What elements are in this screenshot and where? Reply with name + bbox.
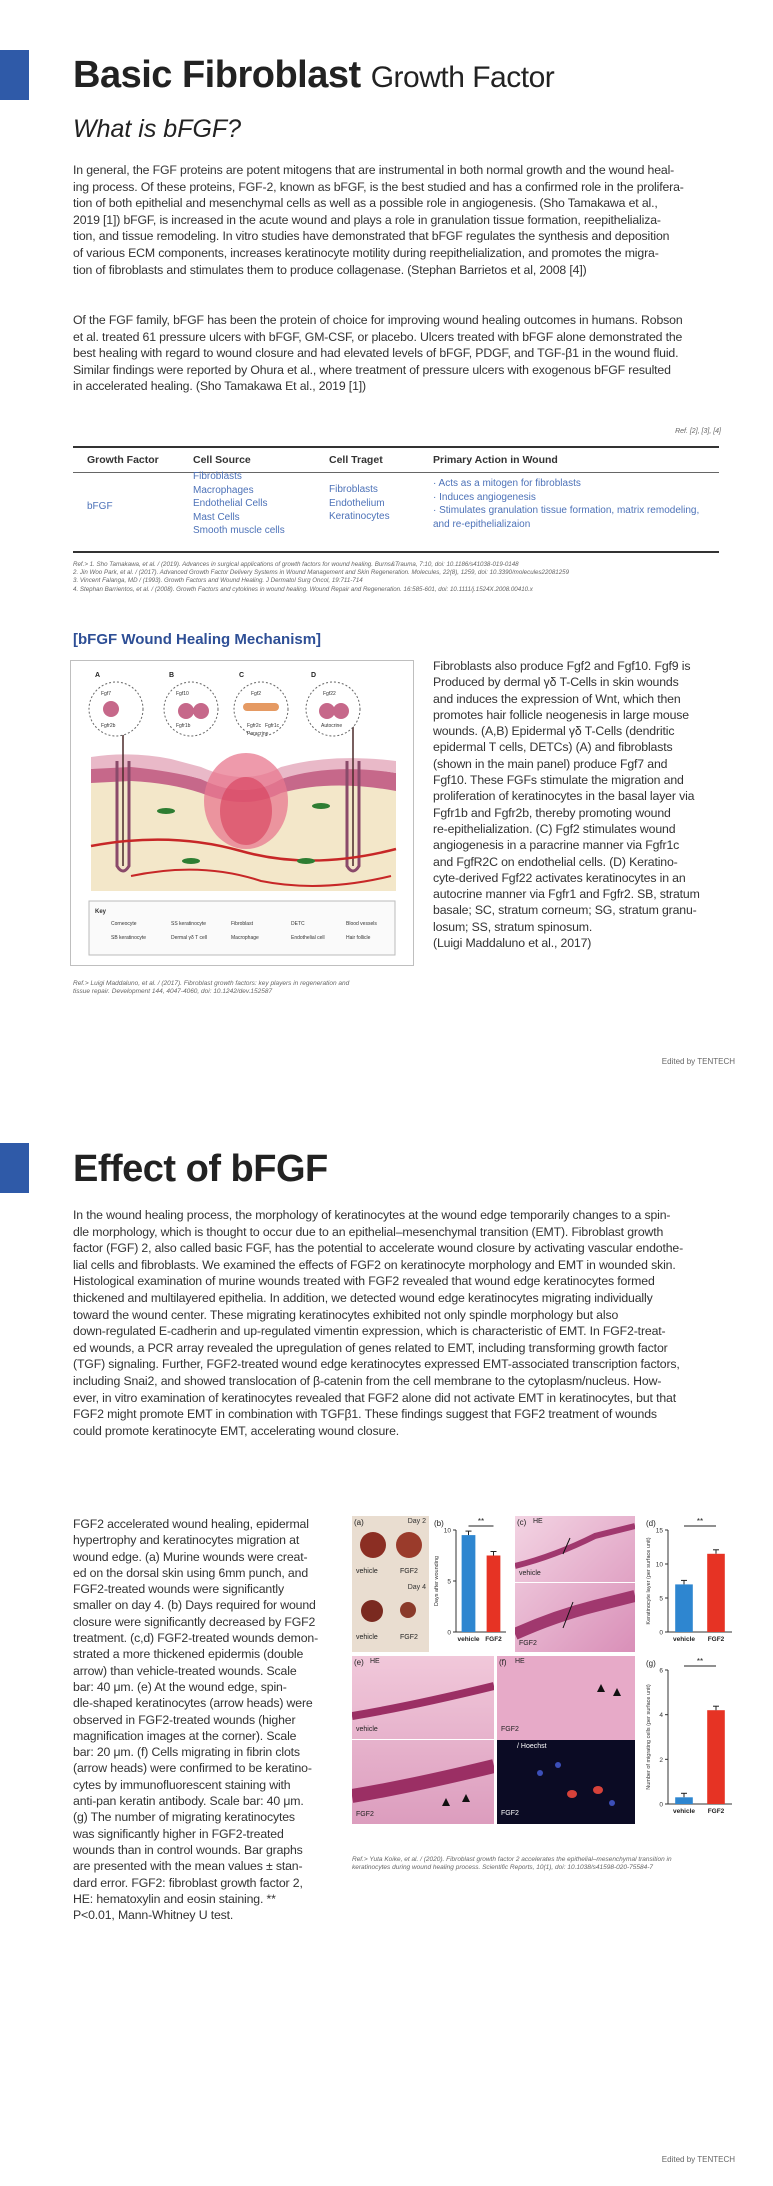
figure-tag: Fgf22	[323, 691, 336, 697]
y-tick-label: 10	[443, 1527, 451, 1535]
legend-item: Corneocyte	[111, 921, 137, 927]
paragraph-line: et al. treated 61 pressure ulcers with bFGF, GM-CSF, or placebo. Ulcers treated with bFGF alone demonstrated the	[73, 329, 683, 344]
x-tick-label: FGF2	[485, 1636, 502, 1643]
title-light: Growth Factor	[370, 61, 555, 94]
figure-tag: Fgf2	[251, 691, 262, 697]
epidermis-strip	[352, 1686, 494, 1716]
caption-line: FGF2-treated wounds were significantly	[73, 1582, 284, 1597]
paragraph-line: of various ECM components, increases keratinocyte motility during reepithelialization, and promotes the migra-	[73, 245, 659, 260]
photo-label-vehicle: vehicle	[519, 1570, 541, 1577]
fibroblast-icon	[157, 808, 175, 814]
y-tick-label: 15	[655, 1527, 663, 1535]
section1-references	[73, 561, 713, 594]
legend-item: DETC	[291, 921, 305, 927]
reference-line: keratinocytes during wound healing process. Scientific Reports, 10(1), doi: 10.1038/s41598-020-75584-7	[352, 1864, 653, 1872]
table-cell-line: · Stimulates granulation tissue formation, matrix remodeling,	[433, 505, 700, 517]
paragraph-line: In general, the FGF proteins are potent mitogens that are instrumental in both normal growth and the wound heal-	[73, 163, 675, 177]
epidermis-strip	[352, 1766, 494, 1796]
section1-accent-bar	[0, 50, 29, 100]
wound-photo-fgf2-day2	[396, 1532, 422, 1558]
mechanism-text-line: basale; SC, stratum corneum; SG, stratum granu-	[433, 903, 697, 918]
caption-line: magnification images at the corner). Scale	[73, 1728, 297, 1743]
legend-item: Endothelial cell	[291, 935, 325, 941]
figure-tag: Paracrine	[247, 731, 269, 737]
paragraph-line: Histological examination of murine wounds treated with FGF2 revealed that wound edge keratinocytes formed	[73, 1274, 655, 1289]
table-cell-line: Mast Cells	[193, 511, 240, 523]
mechanism-text-line: wounds. (A,B) Epidermal γδ T-Cells (dendritic	[433, 724, 675, 739]
panel-g	[644, 1656, 738, 1824]
photo-label-fgf2: FGF2	[519, 1640, 537, 1647]
photo-label-hoechst: / Hoechst	[517, 1743, 547, 1750]
section2-accent-bar	[0, 1143, 29, 1193]
arrowhead-icon	[613, 1688, 621, 1696]
paragraph-line: ever, in vitro examination of keratinocytes revealed that FGF2 alone did not activate EMT in keratinocytes, but that	[73, 1390, 677, 1405]
paragraph-line: dle morphology, which is thought to occur due to an epithelial–mesenchymal transition (EMT). Fibroblast growth	[73, 1224, 664, 1239]
hoechst-image	[497, 1740, 635, 1824]
mechanism-title: [bFGF Wound Healing Mechanism]	[73, 631, 322, 648]
y-tick-label: 2	[659, 1756, 663, 1764]
figure-tag: Autocrine	[321, 723, 343, 729]
nucleus	[609, 1800, 615, 1806]
chart-days-to-closure	[432, 1516, 512, 1652]
table-cell-line: and re-epithelializaion	[433, 518, 531, 530]
panel-label: (g)	[646, 1659, 656, 1668]
section2-edited-by: Edited by TENTECH	[661, 2155, 735, 2164]
y-axis-label: Number of migrating cells (per surface unit)	[646, 1684, 652, 1790]
panel-label-e: (e)	[354, 1658, 364, 1667]
photo-label-fgf2: FGF2	[501, 1810, 519, 1817]
caption-line: ed on the dorsal skin using 6mm punch, and	[73, 1565, 309, 1580]
table-cell-cell-source	[193, 470, 285, 538]
mechanism-text-line: Produced by dermal γδ T-Cells in skin wounds	[433, 675, 679, 690]
paragraph-line: factor (FGF) 2, also called basic FGF, has the potential to accelerate wound closure by activating vascular endothe-	[73, 1241, 684, 1256]
table-cell-line: Macrophages	[193, 484, 254, 496]
table-cell-line: · Acts as a mitogen for fibroblasts	[433, 478, 581, 489]
mechanism-text-line: epidermal T cells, DETCs) (A) and fibroblasts	[433, 740, 673, 755]
paragraph-line: lial cells and fibroblasts. We examined the effects of FGF2 on keratinocyte morphology and EMT in wounded skin.	[73, 1257, 676, 1272]
panel-label-c: (c)	[517, 1518, 527, 1527]
photo-label-vehicle: vehicle	[356, 1726, 378, 1733]
panel-b	[432, 1516, 512, 1652]
table-cell-line: Fibroblasts	[193, 471, 242, 482]
x-tick-label: FGF2	[707, 1808, 725, 1815]
figure-caption	[73, 1516, 331, 1923]
caption-line: HE: hematoxylin and eosin staining. **	[73, 1891, 276, 1906]
table-header-cell-source: Cell Source	[193, 454, 251, 466]
figure-tag: Fgfr1c	[265, 723, 280, 729]
photo-label-day4: Day 4	[407, 1584, 426, 1591]
legend-item: SB keratinocyte	[111, 935, 147, 941]
paragraph-line: tion, and tissue remodeling. In vitro studies have demonstrated that bFGF regulates the synthesis and deposition	[73, 229, 670, 244]
x-tick-label: vehicle	[672, 1636, 696, 1643]
table-cell-cell-target	[329, 483, 390, 524]
photo-label-fgf2: FGF2	[400, 1634, 418, 1641]
table-header-rule	[73, 472, 719, 473]
table-header-growth-factor: Growth Factor	[87, 454, 159, 466]
paragraph-line: best healing with regard to wound closure and had elevated levels of bFGF, PDGF, and TGF-β1 in the wound fluid.	[73, 346, 679, 361]
mechanism-reference	[73, 980, 413, 997]
figure-label-d: D	[311, 672, 317, 679]
caption-line: bar: 20 μm. (f) Cells migrating in fibrin clots	[73, 1745, 300, 1760]
fibroblast-icon	[182, 858, 200, 864]
table-top-rule	[73, 446, 719, 448]
photo-label-day2: Day 2	[407, 1518, 426, 1525]
panel-label: (b)	[434, 1519, 444, 1528]
table-cell-line: Endothelium	[329, 497, 385, 509]
mechanism-text-line: (Luigi Maddaluno et al., 2017)	[433, 936, 592, 951]
panel-d	[644, 1516, 738, 1652]
reference-line: 2. Jin Woo Park, et al. / (2017). Advanced Growth Factor Delivery Systems in Wound Management and Skin Regeneration. Molecules, 22(8), 1259, doi: 10.3390/molecules22081259	[73, 569, 570, 577]
caption-line: bar: 40 μm. (e) At the wound edge, spin-	[73, 1679, 287, 1694]
paragraph-line: tion of both epithelial and mesenchymal cells as well as a possible role in angiogenesis. (Sho Tamakawa et al.,	[73, 196, 658, 211]
reference-line: tissue repair. Development 144, 4047-4060, doi: 10.1242/dev.152587	[73, 988, 273, 996]
paragraph-line: Of the FGF family, bFGF has been the protein of choice for improving wound healing outcomes in humans. Robson	[73, 313, 683, 327]
paragraph-line: in accelerated healing. (Sho Tamakawa Et al., 2019 [1])	[73, 379, 366, 394]
caption-line: wounds than in control wounds. Bar graphs	[73, 1842, 303, 1857]
fibroblast-icon	[297, 858, 315, 864]
mechanism-illustration	[71, 661, 413, 965]
wound-core	[220, 777, 272, 845]
cell-icon	[319, 703, 335, 719]
reference-line: Ref.> 1. Sho Tamakawa, et al. / (2019). Advances in surgical applications of growth factors for wound healing. Burns&Trauma, 7:10, doi: 10.1186/s41038-019-0148	[73, 561, 519, 568]
cell-icon	[178, 703, 194, 719]
caption-line: treatment. (c,d) FGF2-treated wounds demon-	[73, 1631, 319, 1646]
epidermis-strip	[515, 1596, 635, 1634]
x-tick-label: vehicle	[457, 1636, 480, 1643]
x-tick-label: vehicle	[672, 1808, 696, 1815]
y-tick-label: 10	[655, 1561, 663, 1569]
mechanism-text-line: and FgfR2C on endothelial cells. (D) Keratino-	[433, 854, 678, 869]
photo-label-vehicle: vehicle	[356, 1568, 378, 1575]
nucleus	[555, 1762, 561, 1768]
cell-icon	[333, 703, 349, 719]
table-header-primary-action: Primary Action in Wound	[433, 454, 558, 466]
arrowhead-icon	[597, 1684, 605, 1692]
stained-cell	[593, 1786, 603, 1794]
wound-photo-vehicle-day4	[361, 1600, 383, 1622]
figure-reference	[352, 1856, 732, 1873]
caption-line: wound edge. (a) Murine wounds were creat-	[73, 1549, 308, 1564]
panel-label: (d)	[646, 1519, 656, 1528]
mechanism-text-line: and induces the expression of Wnt, which then	[433, 691, 681, 706]
photo-label-fgf2: FGF2	[356, 1811, 374, 1818]
mechanism-text-line: Fgf10. These FGFs stimulate the migration and	[433, 773, 684, 788]
caption-line: smaller on day 4. (b) Days required for wound	[73, 1598, 316, 1613]
legend-item: SS keratinocyte	[171, 921, 207, 927]
significance-label: **	[696, 1657, 704, 1666]
wound-photo-vehicle-day2	[360, 1532, 386, 1558]
panel-label-a: (a)	[354, 1518, 364, 1527]
figure-tag: Fgf7	[101, 691, 112, 697]
paragraph-line: Similar findings were reported by Ohura et al., where treatment of pressure ulcers with exogenous bFGF resulted	[73, 362, 671, 377]
chart-keratinocyte-layer	[644, 1516, 738, 1652]
figure-label-a: A	[95, 672, 101, 679]
figure-key	[89, 901, 395, 955]
section2-paragraph	[73, 1207, 721, 1439]
figure-tag: Fgfr1b	[176, 723, 191, 729]
y-tick-label: 0	[659, 1629, 663, 1637]
section2-title: Effect of bFGF	[73, 1148, 328, 1190]
legend-item: Hair follicle	[346, 935, 371, 941]
paragraph-line: toward the wound center. These migrating keratinocytes exhibited not only spindle morphology but also	[73, 1307, 619, 1322]
endothelial-cell-icon	[243, 703, 279, 711]
y-axis-label: Days after wounding	[434, 1555, 440, 1607]
paragraph-line: down-regulated E-cadherin and up-regulated vimentin expression, which is characteristic of EMT. In FGF2-treat-	[73, 1324, 666, 1339]
photo-label-he: HE	[515, 1658, 525, 1665]
table-cell-line: Smooth muscle cells	[193, 525, 285, 537]
paragraph-line: ing process. Of these proteins, FGF-2, known as bFGF, is the best studied and has a confirmed role in the prolifera-	[73, 179, 684, 194]
figure-tag: Fgf10	[176, 691, 189, 697]
legend-item: Macrophage	[231, 935, 259, 941]
y-tick-label: 5	[447, 1578, 451, 1586]
table-header-cell-target: Cell Traget	[329, 454, 383, 466]
table-cell-line: · Induces angiogenesis	[433, 491, 536, 503]
legend-item: Fibroblast	[231, 921, 253, 927]
significance-label: **	[477, 1517, 485, 1526]
mechanism-description	[433, 658, 722, 951]
photo-label-he: HE	[533, 1518, 543, 1525]
caption-line: observed in FGF2-treated wounds (higher	[73, 1712, 296, 1727]
mechanism-figure	[70, 660, 414, 966]
section1-paragraph-1	[73, 162, 721, 278]
caption-line: cytes by immunofluorescent staining with	[73, 1777, 291, 1792]
arrowhead-icon	[442, 1798, 450, 1806]
y-tick-label: 0	[659, 1801, 663, 1809]
table-cell-actions	[433, 477, 699, 531]
mechanism-text-line: Fibroblasts also produce Fgf2 and Fgf10. Fgf9 is	[433, 659, 691, 673]
paragraph-line: ed wounds, a PCR array revealed the upregulation of genes related to EMT, including transforming growth factor	[73, 1340, 668, 1355]
caption-line: (g) The number of migrating keratinocytes	[73, 1810, 295, 1825]
arrowhead-icon	[462, 1794, 470, 1802]
caption-line: anti-pan keratin antibody. Scale bar: 40 μm.	[73, 1794, 304, 1809]
caption-line: FGF2 accelerated wound healing, epidermal	[73, 1517, 309, 1531]
fibroblast-icon	[312, 803, 330, 809]
photo-label-fgf2: FGF2	[400, 1568, 418, 1575]
paragraph-line: 2019 [1]) bFGF, is increased in the acute wound and plays a role in granulation tissue formation, reepithelializa-	[73, 212, 661, 227]
caption-line: are presented with the mean values ± stan-	[73, 1859, 303, 1874]
caption-line: (arrow heads) were confirmed to be keratino-	[73, 1761, 312, 1776]
mechanism-text-line: promotes hair follicle neogenesis in large mouse	[433, 707, 689, 722]
figure-label-b: B	[169, 672, 175, 679]
reference-line: Ref.> Luigi Maddaluno, et al. / (2017). Fibroblast growth factors: key players in regeneration and	[73, 980, 350, 987]
caption-line: closure were significantly decreased by FGF2	[73, 1614, 316, 1629]
bar	[707, 1710, 725, 1804]
panel-label-f: (f)	[499, 1658, 507, 1667]
panel-a	[352, 1516, 429, 1652]
caption-line: dard error. FGF2: fibroblast growth factor 2,	[73, 1875, 303, 1890]
legend-item: Key	[95, 909, 107, 915]
epidermis-strip	[515, 1526, 635, 1566]
table-cell-growth-factor: bFGF	[87, 501, 113, 512]
panel-f	[497, 1656, 635, 1824]
y-tick-label: 0	[447, 1629, 451, 1637]
bar	[707, 1554, 725, 1632]
section1-subtitle: What is bFGF?	[73, 115, 242, 143]
figure-tag: Fgfr2b	[101, 723, 116, 729]
fgf2-figure	[352, 1516, 738, 1846]
figure-label-c: C	[239, 672, 245, 679]
chart-migrating-cells	[644, 1656, 738, 1824]
paragraph-line: In the wound healing process, the morphology of keratinocytes at the wound edge temporarily changes to a spin-	[73, 1208, 671, 1222]
mechanism-text-line: re-epithelialization. (C) Fgf2 stimulates wound	[433, 821, 676, 836]
caption-line: hypertrophy and keratinocytes migration at	[73, 1533, 300, 1548]
stained-cell	[567, 1790, 577, 1798]
table-cell-line: Endothelial Cells	[193, 498, 268, 510]
bar	[462, 1535, 476, 1632]
paragraph-line: including Snai2, and showed translocation of β-catenin from the cell membrane to the cytoplasm/nucleus. How-	[73, 1373, 662, 1388]
table-cell-line: Fibroblasts	[329, 484, 378, 495]
legend-item: Blood vessels	[346, 921, 377, 927]
nucleus	[537, 1770, 543, 1776]
reference-line: 3. Vincent Falanga, MD / (1993). Growth Factors and Wound Healing. J Dermatol Surg Oncol, 19:711-714	[73, 577, 363, 585]
reference-line: 4. Stephan Barrientos, et al. / (2008). Growth Factors and cytokines in wound healing. Wound Repair and Regeneration. 16:585-601, doi: 10.1111/j.1524X.2008.00410.x	[73, 585, 533, 593]
x-tick-label: FGF2	[707, 1636, 725, 1643]
section1-edited-by: Edited by TENTECH	[661, 1057, 735, 1066]
caption-line: was significantly higher in FGF2-treated	[73, 1826, 284, 1841]
mechanism-text-line: proliferation of keratinocytes in the basal layer via	[433, 789, 695, 804]
y-tick-label: 6	[659, 1667, 663, 1675]
paragraph-line: could promote keratinocyte EMT, accelerating wound closure.	[73, 1423, 400, 1438]
paragraph-line: tion of fibroblasts and stimulates them to produce collagenase. (Stephan Barrietos et al, 2008 [4])	[73, 262, 587, 277]
bar	[675, 1797, 693, 1804]
paragraph-line: FGF2 might promote EMT in combination with TGFβ1. These findings suggest that FGF2 treatment of wounds	[73, 1407, 657, 1422]
bar	[487, 1556, 501, 1633]
section1-paragraph-2	[73, 312, 721, 395]
mechanism-text-line: autocrine manner via Fgfr1 and Fgfr2. SB, stratum	[433, 887, 700, 902]
bar	[675, 1584, 693, 1632]
reference-line: Ref.> Yuta Koike, et al. / (2020). Fibroblast growth factor 2 accelerates the epithelial–mesenchymal transition in	[352, 1856, 672, 1863]
panel-c	[515, 1516, 635, 1652]
mechanism-text-line: (shown in the main panel) produce Fgf7 and	[433, 756, 668, 771]
figure-tag: Fgfr2c	[247, 723, 262, 729]
caption-line: arrow) than vehicle-treated wounds. Scale	[73, 1663, 297, 1678]
section1-title	[73, 54, 554, 97]
significance-label: **	[696, 1517, 704, 1526]
table-cell-line: Keratinocytes	[329, 511, 390, 523]
y-tick-label: 4	[659, 1712, 663, 1720]
caption-line: dle-shaped keratinocytes (arrow heads) were	[73, 1696, 313, 1711]
paragraph-line: (TGF) signaling. Further, FGF2-treated wound edge keratinocytes expressed EMT-associated transcription factors,	[73, 1357, 680, 1372]
photo-label-fgf2: FGF2	[501, 1726, 519, 1733]
table-ref: Ref. [2], [3], [4]	[675, 428, 721, 435]
panel-e	[352, 1656, 494, 1824]
caption-line: P<0.01, Mann-Whitney U test.	[73, 1908, 234, 1923]
table-bottom-rule	[73, 551, 719, 553]
y-axis-label: Keratinocyte layer (per surface unit)	[646, 1537, 652, 1625]
cell-icon	[103, 701, 119, 717]
mechanism-text-line: angiogenesis in a paracrine manner via Fgfr1c	[433, 838, 680, 853]
paragraph-line: thickened and multilayered epithelia. In addition, we detected wound edge keratinocytes migrating individually	[73, 1290, 653, 1305]
title-bold: Basic Fibroblast	[73, 54, 361, 96]
y-tick-label: 5	[659, 1595, 663, 1603]
wound-photo-fgf2-day4	[400, 1602, 416, 1618]
caption-line: strated a more thickened epidermis (double	[73, 1647, 304, 1662]
cell-icon	[193, 703, 209, 719]
photo-label-vehicle: vehicle	[356, 1634, 378, 1641]
mechanism-text-line: Fgfr1b and Fgfr2b, thereby promoting wound	[433, 805, 671, 820]
mechanism-text-line: losum; SS, stratum spinosum.	[433, 919, 593, 934]
photo-label-he: HE	[370, 1658, 380, 1665]
mechanism-text-line: cyte-derived Fgf22 activates keratinocytes in an	[433, 870, 686, 885]
legend-item: Dermal γδ T cell	[171, 935, 208, 941]
